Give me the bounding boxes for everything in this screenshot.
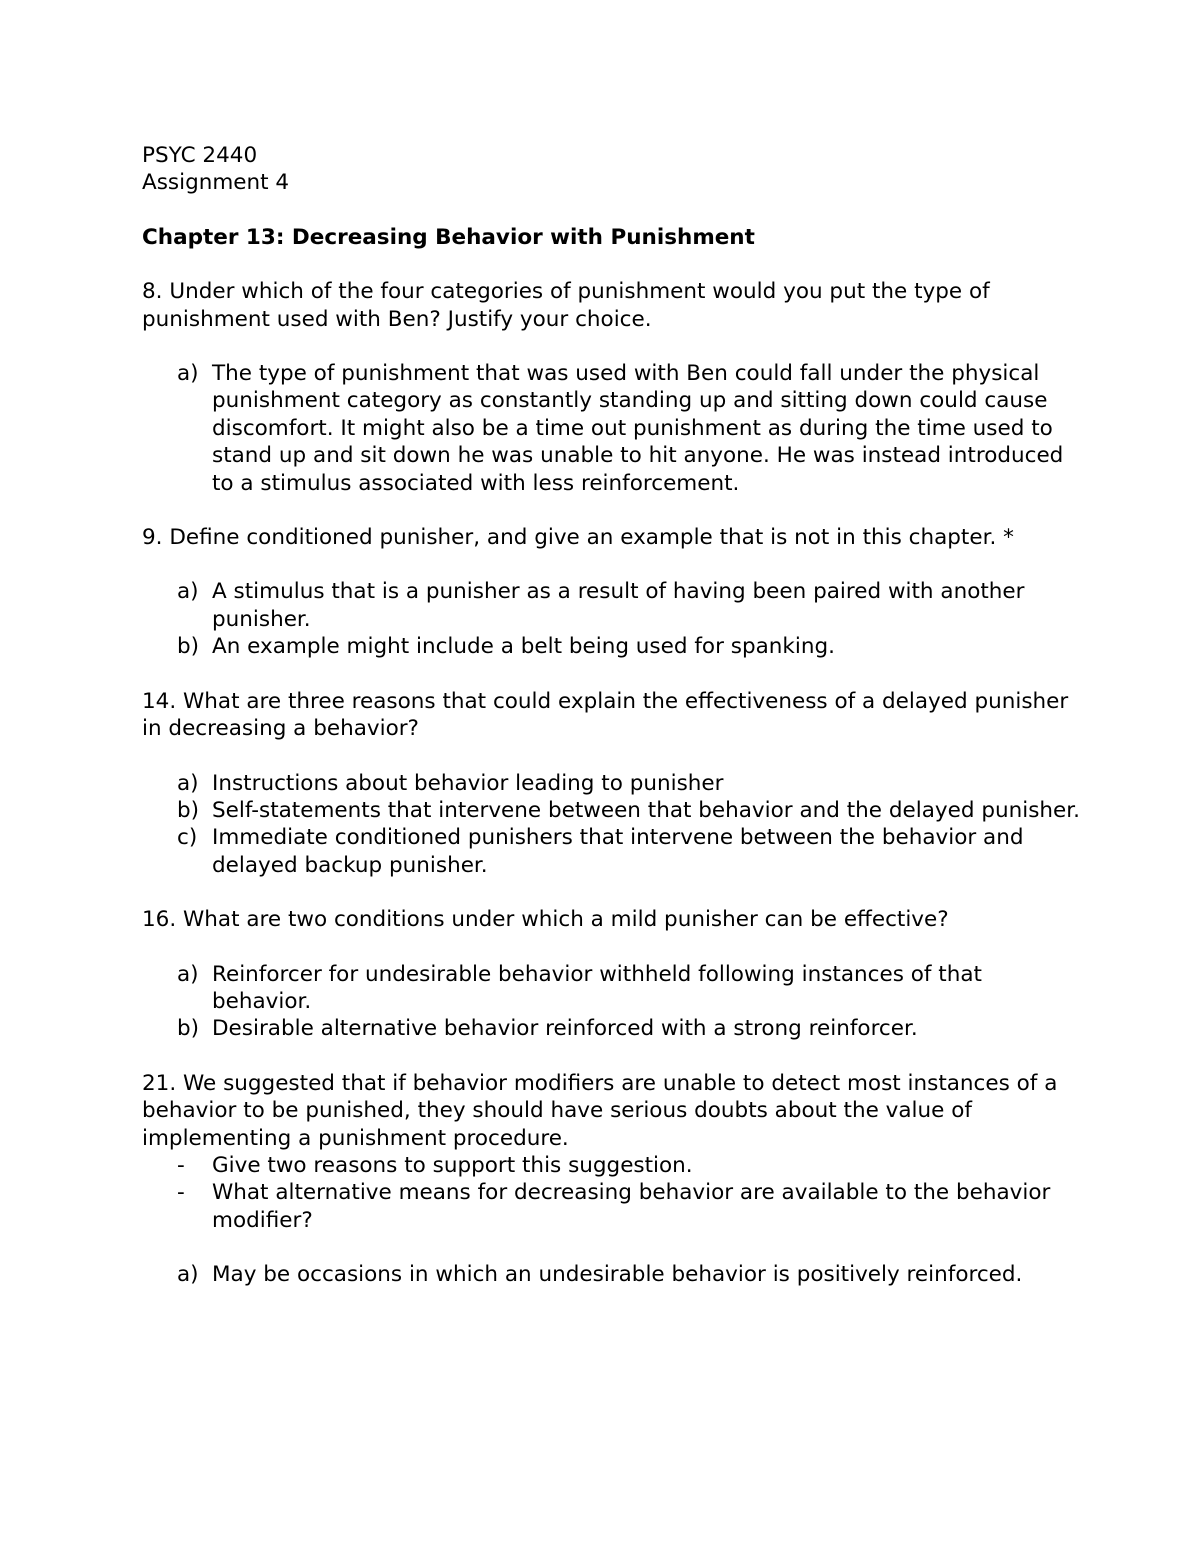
answer-item bbox=[142, 1015, 1082, 1042]
dash-marker: - bbox=[177, 1180, 185, 1206]
answer-marker: a) bbox=[177, 770, 199, 796]
answer-text: Instructions about behavior leading to punisher bbox=[212, 770, 724, 796]
answer-text: Desirable alternative behavior reinforced with a strong reinforcer. bbox=[212, 1016, 918, 1042]
answer-list-14 bbox=[142, 770, 1082, 880]
subpoint-text: Give two reasons to support this suggestion. bbox=[212, 1152, 693, 1178]
answer-list-16 bbox=[142, 961, 1082, 1043]
question-14: 14. What are three reasons that could explain the effectiveness of a delayed punisher in decreasing a behavior? bbox=[142, 688, 1069, 742]
answer-marker: a) bbox=[177, 1262, 199, 1288]
question-8: 8. Under which of the four categories of punishment would you put the type of punishment used with Ben? Justify your choice. bbox=[142, 279, 990, 332]
chapter-title: Chapter 13: Decreasing Behavior with Punishment bbox=[142, 224, 755, 250]
dash-marker: - bbox=[177, 1152, 185, 1178]
answer-text: Immediate conditioned punishers that intervene between the behavior and delayed backup punisher. bbox=[212, 825, 1024, 878]
answer-item bbox=[142, 360, 1082, 497]
subpoint-list-21 bbox=[142, 1152, 1082, 1234]
course-code: PSYC 2440 bbox=[142, 143, 258, 168]
answer-list-21 bbox=[142, 1261, 1082, 1288]
answer-list-8 bbox=[142, 360, 1082, 497]
answer-text: The type of punishment that was used with Ben could fall under the physical punishment category as constantly standing up and sitting down could cause discomfort. It might also be a time out punishment as during the time used to stand up and sit down he was unable to hit anyone. He was instead introduced to a stimulus associated with less reinforcement. bbox=[212, 361, 1064, 496]
question-21: 21. We suggested that if behavior modifiers are unable to detect most instances of a behavior to be punished, they should have serious doubts about the value of implementing a punishment procedure. bbox=[142, 1070, 1058, 1151]
answer-text: Reinforcer for undesirable behavior withheld following instances of that behavior. bbox=[212, 961, 982, 1014]
answer-item bbox=[142, 578, 1082, 633]
answer-list-9 bbox=[142, 578, 1082, 660]
subpoint-item bbox=[142, 1179, 1082, 1234]
answer-marker: c) bbox=[177, 825, 198, 851]
assignment-label: Assignment 4 bbox=[142, 170, 290, 196]
question-16: 16. What are two conditions under which a mild punisher can be effective? bbox=[142, 907, 949, 933]
answer-marker: b) bbox=[177, 797, 200, 823]
answer-item bbox=[142, 797, 1082, 824]
answer-text: Self-statements that intervene between that behavior and the delayed punisher. bbox=[212, 797, 1080, 823]
answer-text: An example might include a belt being used for spanking. bbox=[212, 634, 835, 660]
question-9: 9. Define conditioned punisher, and give an example that is not in this chapter. * bbox=[142, 525, 1014, 551]
document-content bbox=[142, 142, 1082, 1289]
answer-marker: a) bbox=[177, 579, 199, 605]
answer-item bbox=[142, 824, 1082, 879]
answer-marker: b) bbox=[177, 634, 200, 660]
answer-text: A stimulus that is a punisher as a result of having been paired with another punisher. bbox=[212, 579, 1025, 632]
answer-item bbox=[142, 633, 1082, 660]
answer-text: May be occasions in which an undesirable behavior is positively reinforced. bbox=[212, 1262, 1023, 1288]
answer-marker: a) bbox=[177, 361, 199, 387]
answer-item bbox=[142, 961, 1082, 1016]
answer-marker: b) bbox=[177, 1016, 200, 1042]
answer-item bbox=[142, 1261, 1082, 1288]
answer-item bbox=[142, 770, 1082, 797]
subpoint-text: What alternative means for decreasing behavior are available to the behavior modifier? bbox=[212, 1180, 1051, 1233]
subpoint-item bbox=[142, 1152, 1082, 1179]
answer-marker: a) bbox=[177, 961, 199, 987]
